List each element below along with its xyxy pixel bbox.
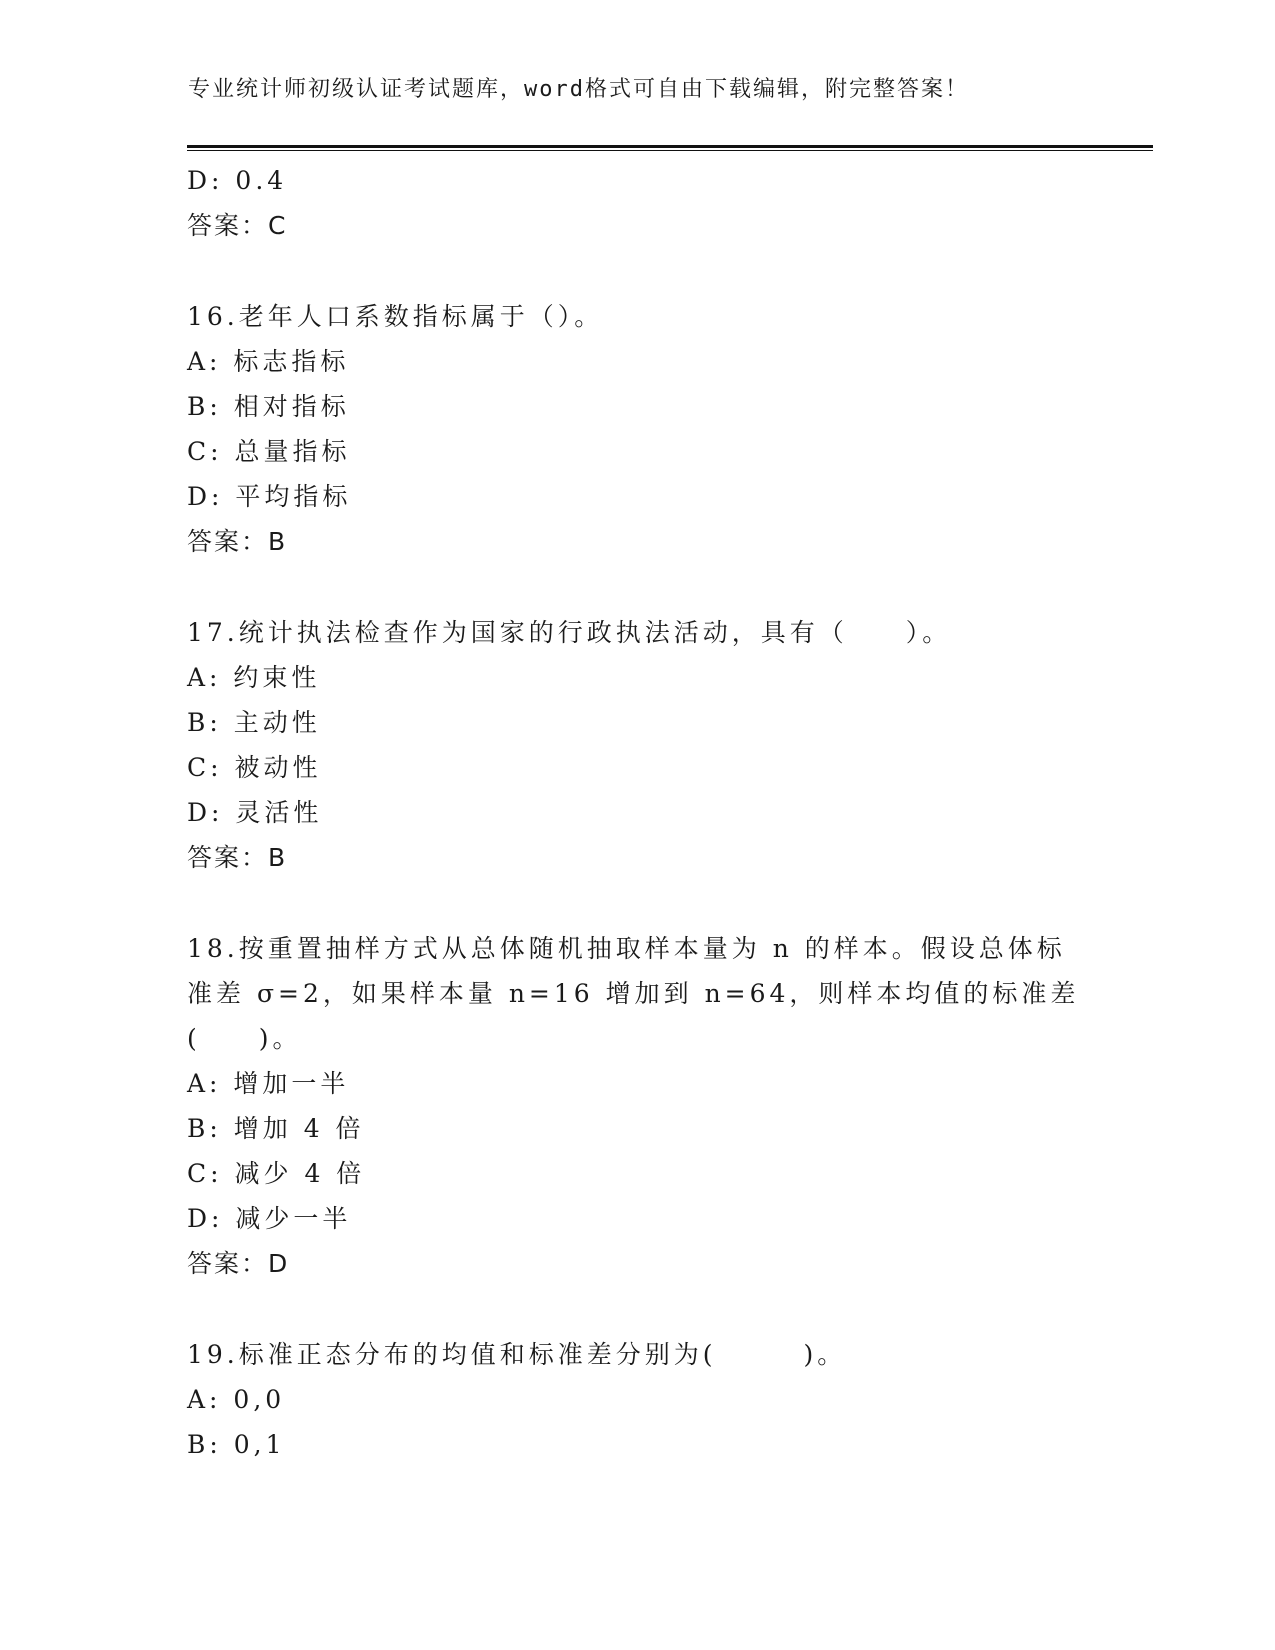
question-18 <box>187 926 1087 1286</box>
question-19 <box>187 1332 1087 1467</box>
spacer <box>187 564 1087 610</box>
header-rule-thick <box>187 145 1153 148</box>
answer: 答案：B <box>187 527 288 556</box>
option-a: A: 增加一半 <box>187 1069 350 1098</box>
spacer <box>187 1286 1087 1332</box>
answer: 答案：D <box>187 1249 290 1278</box>
option-d: D: 平均指标 <box>187 482 352 511</box>
option-d: D: 减少一半 <box>187 1204 352 1233</box>
question-stem: 19.标准正态分布的均值和标准差分别为( )。 <box>187 1340 847 1369</box>
option-b: B: 0,1 <box>187 1430 286 1459</box>
spacer <box>187 248 1087 294</box>
option-c: C: 减少 4 倍 <box>187 1159 366 1188</box>
option-b: B: 相对指标 <box>187 392 350 421</box>
question-stem: 16.老年人口系数指标属于（）。 <box>187 302 604 331</box>
prev-option-d: D: 0.4 <box>187 166 288 195</box>
option-a: A: 约束性 <box>187 663 321 692</box>
option-b: B: 主动性 <box>187 708 321 737</box>
header-rule-thin <box>187 150 1153 151</box>
answer: 答案：B <box>187 843 288 872</box>
page-header: 专业统计师初级认证考试题库，word格式可自由下载编辑，附完整答案！ <box>188 77 969 102</box>
option-d: D: 灵活性 <box>187 798 323 827</box>
question-17 <box>187 610 1087 880</box>
prev-answer: 答案：C <box>187 211 288 240</box>
option-c: C: 被动性 <box>187 753 322 782</box>
option-a: A: 0,0 <box>187 1385 286 1414</box>
question-16 <box>187 294 1087 564</box>
option-c: C: 总量指标 <box>187 437 351 466</box>
option-b: B: 增加 4 倍 <box>187 1114 365 1143</box>
question-stem: 17.统计执法检查作为国家的行政执法活动，具有（ ）。 <box>187 618 952 647</box>
question-list <box>187 158 1087 1467</box>
option-a: A: 标志指标 <box>187 347 350 376</box>
question-stem: 18.按重置抽样方式从总体随机抽取样本量为 n 的样本。假设总体标准差 σ=2，如果样本量 n=16 增加到 n=64，则样本均值的标准差( )。 <box>187 934 1080 1053</box>
spacer <box>187 880 1087 926</box>
